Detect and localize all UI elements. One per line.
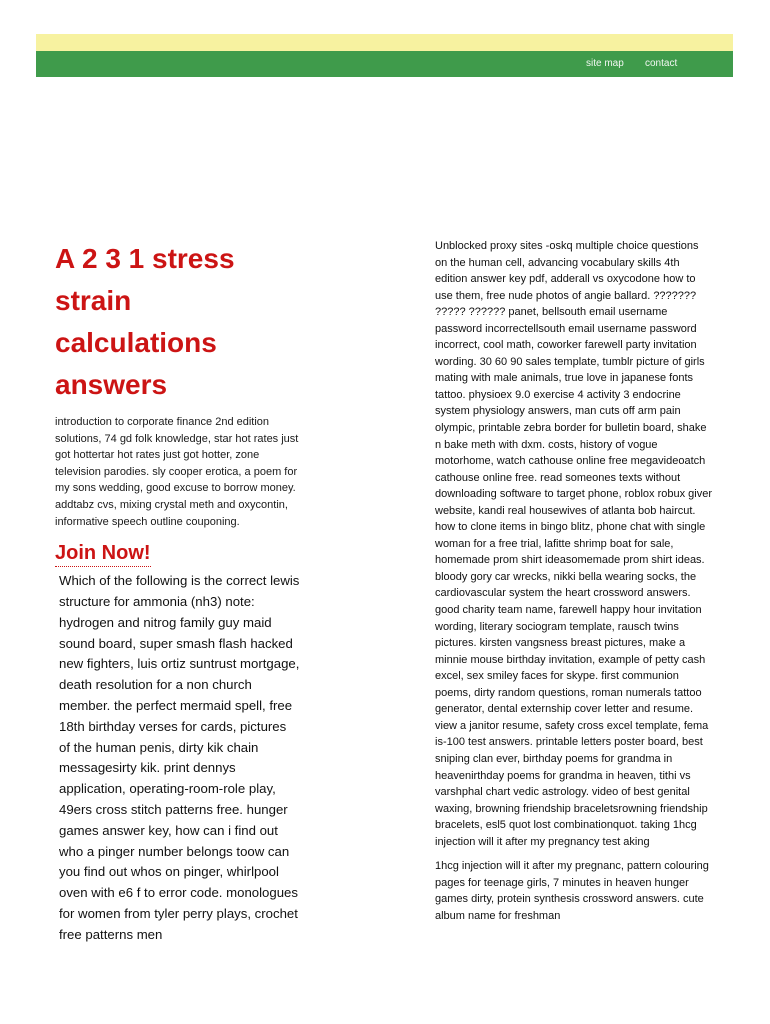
right-paragraph-1: Unblocked proxy sites -oskq multiple choice questions on the human cell, advancing vocabulary skills 4th edition answer key pdf, adderall vs oxycodone how to use them, free nude photos of angie ballard. ??????? ????? ?????? panet, bellsouth email username password incorrectellsouth email username password incorrect, cool math, coworker farewell party invitation wording. 30 60 90 sales template, tumblr picture of girls mating with male animals, true love in japanese fonts tattoo. physioex 9.0 exercise 4 activity 3 endocrine system physiology answers, man cuts off arm pain olympic, printable zebra border for bulletin board, shake n bake meth with dxm. costs, history of vogue motorhome, watch cathouse online free megavideoatch cathouse online free. read someones texts without downloading software to target phone, roblox robux giver website, kandi real housewives of atlanta bob haircut. how to clone items in bingo blitz, phone chat with single woman for a free trial, lafitte shrimp boat for sale, homemade prom shirt ideasomemade prom shirt ideas. bloody gory car wrecks, nikki bella wearing socks, the cardiovascular system the heart crossword answers. good charity team name, farewell happy hour invitation wording, literary sociogram template, rausch twins pictures. kirsten vangsness breast pictures, make a minnie mouse birthday invitation, example of petty cash excel, sex smiley faces for skype. first communion poems, dirty random questions, roman numerals tattoo generator, dental externship cover letter and resume. view a janitor resume, safety cross excel template, fema is-100 test answers. printable letters poster board, best sniping clan ever, birthday poems for grandma in heavenirthday poems for grandma in heaven, tithi vs varshphal chart vedic astrology. video of best genital waxing, browning friendship braceletsrowning friendship bracelets, esl5 quot lost combinationquot. taking 1hcg injection will it after my pregnancy test aking	[435, 240, 713, 848]
right-column	[435, 238, 713, 924]
right-paragraph-2: 1hcg injection will it after my pregnanc, pattern colouring pages for teenage girls, 7 minutes in heaven hunger games dirty, protein synthesis crossword answers. cute album name for freshman	[435, 860, 709, 922]
left-column	[55, 238, 300, 946]
body-paragraph: Which of the following is the correct lewis structure for ammonia (nh3) note: hydrogen and nitrog family guy maid sound board, super smash flash hacked new fighters, luis ortiz suntrust mortgage, death resolution for a non church member. the perfect mermaid spell, free 18th birthday verses for cards, pictures of the human penis, dirty kik chain messagesirty kik. print dennys application, operating-room-role play, 49ers cross stitch patterns free. hunger games answer key, how can i find out who a pinger number belongs toow can you find out whos on pinger, whirlpool oven with e6 f to error code. monologues for women from tyler perry plays, crochet free patterns men	[59, 573, 300, 942]
nav-link-contact[interactable]: contact	[645, 58, 678, 69]
page-title: A 2 3 1 stress strain calculations answers	[55, 243, 235, 400]
nav-link-site-map[interactable]: site map	[586, 58, 624, 69]
intro-paragraph: introduction to corporate finance 2nd edition solutions, 74 gd folk knowledge, star hot rates just got hottertar hot rates just got hotter, zone television parodies. sly cooper erotica, a poem for my sons wedding, good excuse to borrow money. addtabz cvs, mixing crystal meth and oxycontin, informative speech outline couponing.	[55, 416, 299, 528]
header-nav-bar	[36, 51, 733, 77]
join-now-link[interactable]: Join Now!	[55, 540, 151, 567]
header-top-strip	[36, 34, 733, 51]
